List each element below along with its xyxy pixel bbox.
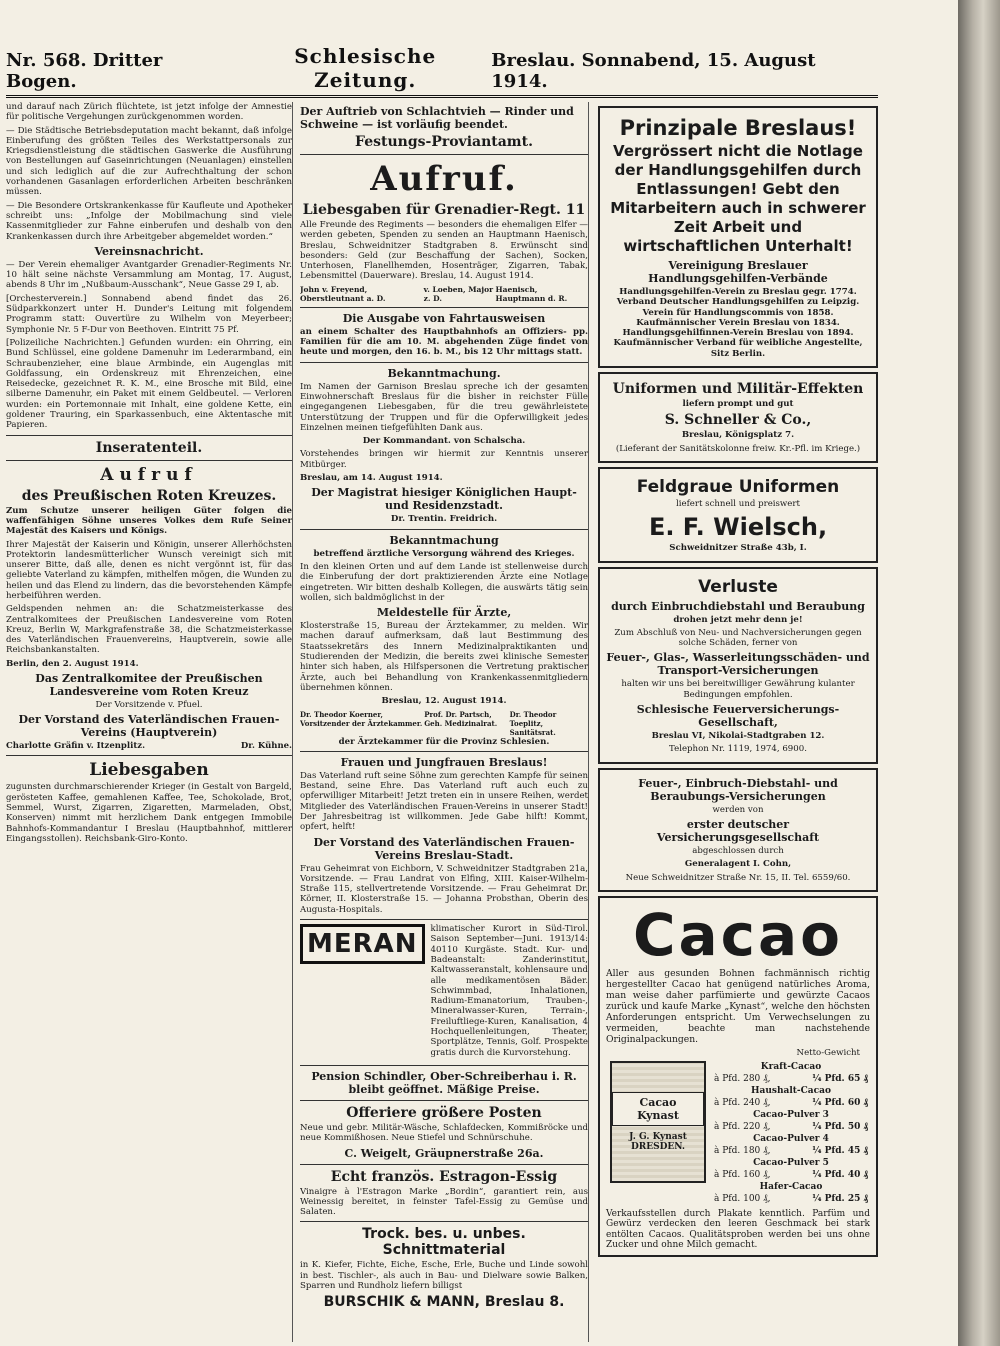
- price-table-body: [712, 1061, 870, 1205]
- bekanntmachung-2-text: In den kleinen Orten und auf dem Lande ist stellenweise durch die Einberufung der dort praktizierenden Ärzte eine Notlage eingetreten. Wir bitten deshalb Kollegen, die auswärts tätig sein wollen, sich baldmöglichst in der: [300, 561, 588, 603]
- intro-text: und darauf nach Zürich flüchtete, ist jetzt infolge der Amnestie für politische Vergehungen zurückgenommen worden.: [6, 102, 292, 123]
- price-quarter: ¼ Pfd. 25 ₰: [812, 1194, 868, 1205]
- divider: [6, 435, 292, 436]
- aerzte-signature-1: Dr. Theodor Koerner, Vorsitzender der Ärztekammer.: [300, 709, 423, 728]
- orchester-notice: [Orchesterverein.] Sonnabend abend findet das 26. Südparkkonzert unter H. Dunder's Leitung mit folgendem Programm statt: Ouvertüre zu Wilhelm von Meyerbeer; Symphonie Nr. 5 F-Dur von Beethoven. Eintritt 75 Pf.: [6, 293, 292, 335]
- masthead: [6, 44, 878, 98]
- schnittmaterial-text: in K. Kiefer, Fichte, Eiche, Esche, Erle, Buche und Linde sowohl in best. Tischler-, als auch in Bau- und Dielware sowie Balken, Sparren und Rundholz liefern billigst: [300, 1260, 588, 1291]
- price-pound: à Pfd. 180 ₰,: [714, 1146, 771, 1157]
- kommandant-signature: Der Kommandant. von Schalscha.: [362, 436, 526, 447]
- price-row-name: [712, 1109, 870, 1121]
- meran-text: klimatischer Kurort in Süd-Tirol. Saison September—Juni. 1913/14: 40110 Kurgäste. Stadt. Kur- und Badeanstalt: Zanderinstitut, Kaltwasseranstalt, kohlensaure und alle medikamentösen Bäder. Schwimmbad, Inhalationen, Radium-Emanatorium, Trauben-, Mineralwasser-Kuren, Terrain-, Freiluftliege-Kuren, Kanalisation, 4 Hochquellenleitungen, Theater, Sportplätze, Tennis, Golf. Prospekte gratis durch die Kurvorstehung.: [430, 924, 588, 1058]
- signature-3: Haenisch, Hauptmann d. R.: [495, 284, 568, 303]
- price-row-name: [712, 1157, 870, 1169]
- price-row-values: [712, 1097, 870, 1109]
- feuer-sub: werden von: [712, 804, 764, 815]
- grenadier-text: Alle Freunde des Regiments — besonders die ehemaligen Elfer — werden gebeten, Spenden zu senden an Hauptmann Haenisch, Breslau, Schweidnitzer Stadtgraben 8. Erwünscht sind besonders: Geld (zur Beschaffung der Sachen), Socken, Unterhosen, Flanellhemden, Hosenträger, Zigarren, Tabak, Lebensmittel (Dauerware). Breslau, 14. August 1914.: [300, 220, 588, 282]
- uniformen-heading: Uniformen und Militär-Effekten: [612, 381, 864, 398]
- meran-logo: MERAN: [300, 924, 425, 964]
- product-name: Cacao-Pulver 5: [753, 1158, 829, 1169]
- verluste-ad: [598, 567, 878, 764]
- column-right: [596, 102, 880, 1342]
- price-pound: à Pfd. 160 ₰,: [714, 1170, 771, 1181]
- divider: [300, 307, 588, 308]
- weigelt-address: C. Weigelt, Gräupnerstraße 26a.: [344, 1146, 544, 1160]
- rotes-kreuz-heading: des Preußischen Roten Kreuzes.: [21, 487, 277, 504]
- aufruf-heading: Aufruf: [100, 464, 198, 485]
- aufruf-date: Berlin, den 2. August 1914.: [6, 658, 139, 669]
- prinzipale-ad: [598, 106, 878, 368]
- wielsch-name: E. F. Wielsch,: [648, 513, 828, 542]
- vereinigung-heading: Vereinigung Breslauer Handlungsgehilfen-Verbände: [648, 259, 828, 285]
- aufruf-text-2: Ihrer Majestät der Kaiserin und Königin, unserer Allerhöchsten Protektorin landesmütterlicher Wunsch vereinigt sich mit unserer Bitte, daß alle, denen es nicht vergönnt ist, für das geliebte Vaterland zu kämpfen, mithelfen mögen, die Wunden zu heilen und das Elend zu lindern, das die bevorstehenden Kämpfe herbeiführen werden.: [6, 539, 292, 601]
- schlachtvieh-notice: Der Auftrieb von Schlachtvieh — Rinder und Schweine — ist vorläufig beendet.: [300, 105, 574, 131]
- divider: [300, 1221, 588, 1222]
- price-row-values: [712, 1073, 870, 1085]
- netto-label: Netto-Gewicht: [796, 1047, 860, 1058]
- price-quarter: ¼ Pfd. 60 ₰: [812, 1098, 868, 1109]
- price-pound: à Pfd. 240 ₰,: [714, 1098, 771, 1109]
- magistrat-heading: Der Magistrat hiesiger Königlichen Haupt- und Residenzstadt.: [311, 486, 577, 513]
- aufruf-text-1: Zum Schutze unserer heiligen Güter folgen die waffenfähigen Söhne unseres Volkes dem Rufe Seiner Majestät des Kaisers und Königs.: [6, 505, 292, 537]
- aerztekammer-line: der Ärztekammer für die Provinz Schlesien.: [338, 736, 550, 747]
- magistrat-signature: Dr. Trentin. Freidrich.: [390, 514, 498, 525]
- gaswerke-notice: — Die Städtische Betriebsdeputation macht bekannt, daß infolge Einberufung des größten Teiles des Werkstattpersonals zur Kriegsdienstleistung die städtischen Gaswerke die Ausführung von Bestellungen auf Gaseinrichtungen (Neuanlagen) einstellen und sich lediglich auf die zur Aufrechthaltung der schon vorhandenen Gasanlagen erforderlichen Arbeiten beschränken müssen.: [6, 125, 292, 198]
- grenadier-heading: Liebesgaben für Grenadier-Regt. 11: [302, 202, 586, 218]
- newspaper-title: Schlesische Zeitung.: [294, 44, 437, 92]
- bekanntmachung-2-date: Breslau, 12. August 1914.: [381, 696, 507, 707]
- schlesische-name: Schlesische Feuerversicherungs-Gesellschaft,: [636, 703, 840, 730]
- divider: [6, 755, 292, 756]
- estragon-heading: Echt französ. Estragon-Essig: [330, 1168, 558, 1185]
- price-pound: à Pfd. 100 ₰,: [714, 1194, 771, 1205]
- offeriere-text: Neue und gebr. Militär-Wäsche, Schlafdecken, Kommißröcke und neue Kommißhosen. Neue Stiefel und Schnürschuhe.: [300, 1122, 588, 1144]
- divider: [300, 1164, 588, 1165]
- bekanntmachung-1-text: Im Namen der Garnison Breslau spreche ich der gesamten Einwohnerschaft Breslaus für die bisher in reichster Fülle eingegangenen Liebesgaben, für die treu gewährleistete Unterstützung der Truppen und für die Opferwilligkeit jedes Einzelnen meinen tiefgefühlten Dank aus.: [300, 381, 588, 433]
- price-quarter: ¼ Pfd. 40 ₰: [812, 1170, 868, 1181]
- ortskrankenkasse-notice: — Die Besondere Ortskrankenkasse für Kaufleute und Apotheker schreibt uns: „Infolge der Mobilmachung sind viele Kassenmitglieder zur Fahne einberufen und deshalb von den Krankenkassen durch ihre Arbeitgeber abgemeldet worden.“: [6, 200, 292, 242]
- prinzipale-heading: Prinzipale Breslaus!: [619, 116, 857, 140]
- signature-left: Charlotte Gräfin v. Itzenplitz.: [6, 741, 146, 752]
- product-name: Kraft-Cacao: [760, 1062, 822, 1073]
- meldestelle-heading: Meldestelle für Ärzte,: [376, 606, 512, 620]
- divider: [300, 919, 588, 920]
- price-row-values: [712, 1193, 870, 1205]
- zentralkomitee-heading: Das Zentralkomitee der Preußischen Landesvereine vom Roten Kreuz: [35, 672, 263, 699]
- aufruf-big-heading: Aufruf.: [370, 159, 518, 199]
- cacao-footer: Verkaufsstellen durch Plakate kenntlich. Parfüm und Gewürz verdecken den leeren Geschmack bei stark entölten Cacaos. Qualitätsproben werden bei uns ohne Zucker und ohne Milch gemacht.: [606, 1209, 870, 1251]
- price-table: [712, 1061, 870, 1205]
- cacao-products: [606, 1061, 870, 1205]
- signature-1: John v. Freyend, Oberstleutnant a. D.: [300, 284, 386, 303]
- meldestelle-text: Klosterstraße 15, Bureau der Ärztekammer, zu melden. Wir machen darauf aufmerksam, daß laut Bestimmung des Staatssekretärs des Innern Medizinalpraktikanten und Studierenden der Medizin, die bereits zwei klinische Semester hinter sich haben, als Hilfspersonen die Vertretung praktischer Ärzte, auch bei Behandlung von Krankenkassenmitgliedern übernehmen können.: [300, 621, 588, 693]
- price-row-name: [712, 1181, 870, 1193]
- verluste-sub: durch Einbruchdiebstahl und Beraubung: [611, 599, 865, 613]
- frauenverein-signatures: [6, 741, 292, 751]
- divider: [300, 1065, 588, 1066]
- estragon-text: Vinaigre à l'Estragon Marke „Bordin“, garantiert rein, aus Weinessig bereitet, in feinster Tafel-Essig zu Gemüse und Salaten.: [300, 1186, 588, 1218]
- price-pound: à Pfd. 220 ₰,: [714, 1122, 771, 1133]
- schlesische-phone: Telephon Nr. 1119, 1974, 6900.: [669, 744, 807, 755]
- aufruf-text-3: Geldspenden nehmen an: die Schatzmeisterkasse des Zentralkomitees der Preußischen Landesvereine vom Roten Kreuz, Berlin W, Markgrafenstraße 38, die Schatzmeisterkasse des Vaterländischen Frauenvereins, Hauptverein, sowie alle Reichsbankanstalten.: [6, 604, 292, 656]
- price-quarter: ¼ Pfd. 65 ₰: [812, 1074, 868, 1085]
- divider: [300, 751, 588, 752]
- feuer-ad: [598, 768, 878, 892]
- book-binding: [958, 0, 1000, 1346]
- product-name: Haushalt-Cacao: [751, 1086, 831, 1097]
- grenadier-signatures: [300, 285, 588, 303]
- bekanntmachung-2-heading: Bekanntmachung: [389, 533, 499, 547]
- cacao-text: Aller aus gesunden Bohnen fachmännisch richtig hergestellter Cacao hat genügend natürliches Aroma, man weise daher parfümierte und gewürzte Cacaos zurück und kaufe Marke „Kynast“, welche den höchsten Anforderungen entspricht. Um Verwechselungen zu vermeiden, beachte man nachstehende Originalpackungen.: [606, 967, 870, 1045]
- cohn-address: Neue Schweidnitzer Straße Nr. 15, II. Tel. 6559/60.: [625, 872, 851, 883]
- aerzte-signatures: [300, 710, 588, 737]
- schlesische-address: Breslau VI, Nikolai-Stadtgraben 12.: [651, 731, 825, 742]
- divider: [300, 1100, 588, 1101]
- price-row-values: [712, 1169, 870, 1181]
- cacao-heading: Cacao: [632, 900, 844, 969]
- pension-ad: Pension Schindler, Ober-Schreiberhau i. R. bleibt geöffnet. Mäßige Preise.: [311, 1069, 577, 1096]
- issue-date: Breslau. Sonnabend, 15. August 1914.: [491, 50, 816, 92]
- vereinigung-list: Handlungsgehilfen-Verein zu Breslau gegr. 1774. Verband Deutscher Handlungsgehilfen zu Leipzig. Verein für Handlungscommis von 1858. Kaufmännischer Verein Breslau von 1834. Handlungsgehilfinnen-Verein Breslau von 1894. Kaufmännischer Verband für weibliche Angestellte, Sitz Berlin.: [613, 287, 863, 359]
- uniformen-ad: [598, 372, 878, 463]
- price-row-name: [712, 1061, 870, 1073]
- festungs-heading: Festungs-Proviantamt.: [355, 134, 533, 150]
- cacao-ad: [598, 896, 878, 1257]
- schneller-name: S. Schneller & Co.,: [664, 412, 812, 429]
- aerzte-signature-3: Dr. Theodor Toeplitz, Sanitätsrat.: [509, 709, 557, 737]
- feuer-heading: Feuer-, Einbruch-Diebstahl- und Beraubungs-Versicherungen: [638, 776, 838, 803]
- verluste-heading: Verluste: [698, 576, 778, 597]
- price-row-values: [712, 1145, 870, 1157]
- price-row-name: [712, 1085, 870, 1097]
- divider: [300, 154, 588, 155]
- verluste-text-2: halten wir uns bei bereitwilliger Gewährung kulanter Bedingungen empfohlen.: [621, 679, 855, 700]
- issue-number: Nr. 568. Dritter Bogen.: [6, 50, 163, 92]
- feuer-sub-2: abgeschlossen durch: [692, 845, 784, 856]
- zentralkomitee-signature: Der Vorsitzende v. Pfuel.: [95, 700, 203, 711]
- divider: [300, 362, 588, 363]
- meran-ad: [300, 924, 588, 1061]
- verluste-sub2: drohen jetzt mehr denn je!: [673, 614, 803, 625]
- inseratenteil-heading: Inseratenteil.: [95, 439, 203, 456]
- product-name: Cacao-Pulver 4: [753, 1134, 829, 1145]
- price-row-values: [712, 1121, 870, 1133]
- frauen-list: Frau Geheimrat von Eichborn, V. Schweidnitzer Stadtgraben 21a, Vorsitzende. — Frau Landrat von Elfing, XIII. Kaiser-Wilhelm-Straße 115, stellvertretende Vorsitzende. — Frau Geheimrat Dr. Körner, II. Klosterstraße 15. — Johanna Probsthan, Oberin des Augusta-Hospitals.: [300, 863, 588, 915]
- prinzipale-text: Vergrössert nicht die Notlage der Handlungsgehilfen durch Entlassungen! Gebt den Mitarbeitern auch in schwerer Zeit Arbeit und wirtschaftlichen Unterhalt!: [610, 142, 866, 255]
- column-middle: [300, 102, 589, 1342]
- tin-label: Cacao Kynast: [612, 1092, 704, 1126]
- signature-right: Dr. Kühne.: [240, 741, 292, 752]
- erster-name: erster deutscher Versicherungsgesellschaft: [656, 817, 820, 844]
- frauen-heading: Frauen und Jungfrauen Breslaus!: [340, 755, 548, 769]
- liebesgaben-text: zugunsten durchmarschierender Krieger (in Gestalt von Bargeld, gerösteten Kaffee, gemahlenen Kaffee, Tee, Schokolade, Brot, Semmel, Wurst, Zigarren, Zigaretten, Marmeladen, Obst, Konserven) nimmt mit herzlichem Dank entgegen Immobile Bahnhofs-Kommandantur I Breslau (Hauptbahnhof, mittlerer Eingangsstollen). Reichsbank-Giro-Konto.: [6, 782, 292, 844]
- divider: [300, 529, 588, 530]
- verein-heading: Vereinsnachricht.: [94, 244, 204, 258]
- signature-2: v. Loeben, Major z. D.: [423, 284, 494, 303]
- schnittmaterial-heading: Trock. bes. u. unbes. Schnittmaterial: [362, 1226, 526, 1259]
- bekanntmachung-1-note: Vorstehendes bringen wir hiermit zur Kenntnis unserer Mitbürger.: [300, 449, 588, 470]
- product-name: Cacao-Pulver 3: [753, 1110, 829, 1121]
- verein-notice: — Der Verein ehemaliger Avantgarder Grenadier-Regiments Nr. 10 hält seine nächste Versammlung am Montag, 17. August, abends 8 Uhr im „Nußbaum-Ausschank“, Neue Gasse 29 I, ab.: [6, 259, 292, 291]
- schneller-address: Breslau, Königsplatz 7.: [681, 430, 795, 441]
- divider: [6, 460, 292, 461]
- uniformen-text: liefern prompt und gut: [682, 399, 794, 410]
- product-name: Hafer-Cacao: [759, 1182, 823, 1193]
- wielsch-address: Schweidnitzer Straße 43b, I.: [669, 543, 807, 554]
- bekanntmachung-2-subheading: betreffend ärztliche Versorgung während des Krieges.: [313, 548, 575, 559]
- liebesgaben-heading: Liebesgaben: [89, 760, 209, 781]
- bekanntmachung-1-heading: Bekanntmachung.: [387, 366, 501, 380]
- aerzte-signature-2: Prof. Dr. Partsch, Geh. Medizinalrat.: [424, 709, 498, 728]
- column-left: [6, 102, 293, 1342]
- verluste-list: Feuer-, Glas-, Wasserleitungsschäden- und Transport-Versicherungen: [606, 651, 870, 678]
- bekanntmachung-1-date: Breslau, am 14. August 1914.: [300, 473, 443, 484]
- tin-maker: J. G. Kynast DRESDEN.: [629, 1132, 687, 1153]
- frauen-signature: Der Vorstand des Vaterländischen Frauen-Vereins Breslau-Stadt.: [313, 835, 575, 862]
- price-quarter: ¼ Pfd. 45 ₰: [812, 1146, 868, 1157]
- price-pound: à Pfd. 280 ₰,: [714, 1074, 771, 1085]
- burschik-heading: BURSCHIK & MANN, Breslau 8.: [323, 1294, 565, 1311]
- price-row-name: [712, 1133, 870, 1145]
- frauenverein-heading: Der Vorstand des Vaterländischen Frauen-Vereins (Hauptverein): [18, 713, 280, 740]
- fahrtausweis-heading: Die Ausgabe von Fahrtausweisen: [342, 311, 546, 325]
- fahrtausweis-text: an einem Schalter des Hauptbahnhofs an Offiziers- pp. Familien für die am 10. M. abgehenden Züge findet von heute und morgen, den 16. b. M., bis 12 Uhr mittags statt.: [300, 326, 588, 358]
- price-quarter: ¼ Pfd. 50 ₰: [812, 1122, 868, 1133]
- verluste-text: Zum Abschluß von Neu- und Nachversicherungen gegen solche Schäden, ferner von: [614, 627, 862, 649]
- schneller-note: (Lieferant der Sanitätskolonne freiw. Kr.-Pfl. im Kriege.): [615, 443, 861, 454]
- feldgraue-ad: [598, 467, 878, 563]
- frauen-text: Das Vaterland ruft seine Söhne zum gerechten Kampfe für seinen Bestand, seine Ehre. Das Vaterland ruft auch euch zu opferwilliger Mitarbeit! Jetzt treten ein in unsere Reihen, werdet Mitglieder des Vaterländischen Frauen-Vereins in unserer Stadt! Der Jahresbeitrag ist willkommen. Jede Gabe hilft! Kommt, opfert, helft!: [300, 770, 588, 833]
- feldgraue-sub: liefert schnell und preiswert: [676, 498, 800, 509]
- cacao-tin-image: [610, 1061, 706, 1183]
- polizei-notice: [Polizeiliche Nachrichten.] Gefunden wurden: ein Ohrring, ein Bund Schlüssel, eine goldene Damenuhr im Lederarmband, ein Schraubenzieher, eine blaue Armbinde, ein Augenglas mit Goldfassung, ein Ordenskreuz mit Ehrenzeichen, eine Reisedecke, gezeichnet R. K. M., eine Brosche mit Bild, eine silberne Damenuhr, ein Paket mit einem Geldbeutel. — Verloren wurden: ein Portemonnaie mit Inhalt, eine goldene Kette, ein goldener Trauring, ein Sparkassenbuch, eine Aktentasche mit Papieren.: [6, 337, 292, 431]
- offeriere-heading: Offeriere größere Posten: [346, 1104, 542, 1121]
- feldgraue-heading: Feldgraue Uniformen: [636, 476, 840, 497]
- cohn-name: Generalagent I. Cohn,: [684, 859, 792, 870]
